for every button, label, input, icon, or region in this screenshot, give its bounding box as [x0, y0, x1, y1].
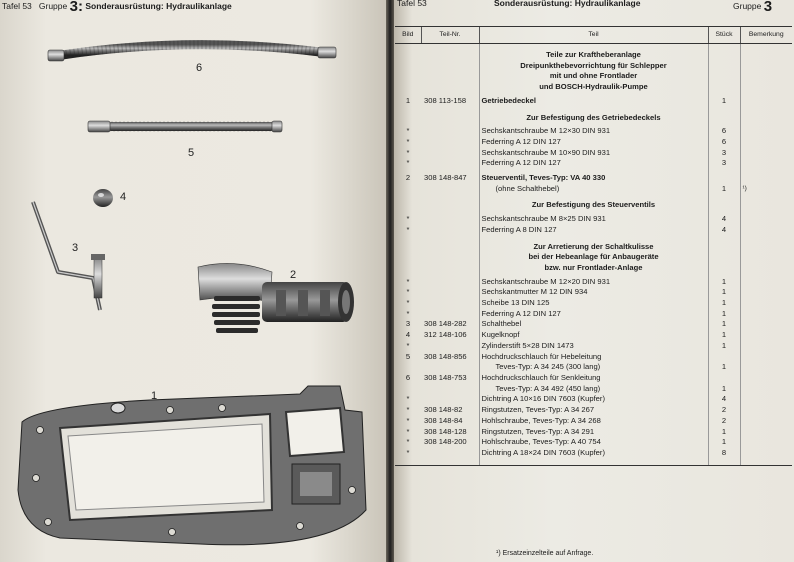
column-header-teil: Teil [479, 27, 708, 44]
cell-stueck [708, 373, 740, 384]
section-heading-text: Zur Befestigung des Getriebedeckels [479, 107, 708, 127]
cell-teil-nr [421, 394, 479, 405]
cell-teil-nr [421, 225, 479, 236]
cell-teil-nr [421, 448, 479, 459]
section-heading-row [395, 236, 792, 253]
part-label-1: 1 [151, 390, 158, 402]
cell-teil-nr [421, 287, 479, 298]
table-row [395, 277, 792, 288]
cell-teil [479, 137, 708, 148]
hose-part-5-illustration [88, 121, 282, 132]
cell-teil-nr [421, 298, 479, 309]
table-row [395, 352, 792, 363]
cell-teil [479, 319, 708, 330]
part-description: Federring A 12 DIN 127 [481, 158, 561, 168]
cell-teil-nr: 308 148-282 [424, 319, 467, 329]
cell-teil [479, 287, 708, 298]
cell-teil [479, 352, 708, 363]
cell-teil [479, 427, 708, 438]
cell-bild: 6 [405, 372, 411, 382]
cell-teil [479, 126, 708, 137]
cell-bild: * [406, 340, 410, 350]
column-header-stueck: Stück [708, 27, 740, 44]
left-page-title: Sonderausrüstung: Hydraulikanlage [85, 1, 232, 11]
section-heading-row [395, 44, 792, 61]
cell-stueck: 1 [708, 287, 740, 298]
right-gruppe-number: 3 [763, 0, 773, 15]
left-gruppe-label: Gruppe [38, 1, 68, 11]
cell-teil [479, 225, 708, 236]
cell-bild: * [406, 447, 410, 457]
parts-table-body [395, 44, 792, 466]
cell-teil-nr: 308 148-82 [424, 405, 463, 415]
column-header-bemerkung: Bemerkung [740, 27, 792, 44]
section-heading-row [395, 107, 792, 127]
cell-stueck: 2 [708, 405, 740, 416]
cell-bild: * [406, 298, 410, 308]
right-tafel-label: Tafel 53 [397, 0, 427, 8]
table-row [395, 448, 792, 459]
section-heading-row [395, 252, 792, 263]
cell-teil [479, 96, 708, 107]
gearbox-cover-part-1-illustration [18, 386, 366, 545]
cell-bild: * [406, 437, 410, 447]
cell-stueck: 4 [708, 394, 740, 405]
cell-bild: 3 [405, 319, 411, 329]
table-row [395, 330, 792, 341]
cell-teil [479, 277, 708, 288]
book-gutter [386, 0, 394, 562]
cell-teil [479, 148, 708, 159]
part-description: Teves-Typ: A 34 245 (300 lang) [495, 362, 601, 372]
section-heading-row [395, 194, 792, 214]
cell-teil [479, 362, 708, 373]
section-heading-text: und BOSCH-Hydraulik-Pumpe [479, 82, 708, 96]
cell-bemerkung [740, 287, 792, 298]
part-description: Scheibe 13 DIN 125 [481, 298, 550, 308]
section-heading-text: bzw. nur Frontlader-Anlage [479, 263, 708, 277]
cell-teil [479, 394, 708, 405]
cell-bild [395, 184, 421, 195]
cell-bemerkung: ¹) [740, 184, 792, 195]
cell-bemerkung [740, 394, 792, 405]
cell-bild: * [406, 426, 410, 436]
cell-bemerkung [740, 277, 792, 288]
cell-teil [479, 158, 708, 169]
cell-teil-nr: 308 148-128 [424, 426, 467, 436]
cell-stueck: 1 [708, 96, 740, 107]
part-description: Sechskantschraube M 12×30 DIN 931 [481, 126, 611, 136]
part-description: Ringstutzen, Teves-Typ: A 34 291 [481, 426, 595, 436]
table-row [395, 319, 792, 330]
section-heading-text: bei der Hebeanlage für Anbaugeräte [479, 252, 708, 263]
cell-bild [395, 384, 421, 395]
cell-teil-nr: 308 113-158 [424, 95, 467, 105]
table-row [395, 173, 792, 184]
cell-bild: * [406, 415, 410, 425]
cell-bild: 1 [405, 95, 411, 105]
cell-bild: 2 [405, 173, 411, 183]
cell-stueck: 3 [708, 148, 740, 159]
cell-teil-nr: 308 148-84 [424, 415, 463, 425]
table-row [395, 137, 792, 148]
table-row [395, 158, 792, 169]
part-description: Hohlschraube, Teves-Typ: A 34 268 [481, 415, 601, 425]
cell-teil [479, 384, 708, 395]
table-row [395, 298, 792, 309]
part-description: Hochdruckschlauch für Senkleitung [481, 372, 601, 382]
control-valve-part-2-illustration [198, 263, 354, 333]
hose-part-6-illustration [48, 45, 336, 61]
section-heading-row [395, 82, 792, 96]
table-row [395, 126, 792, 137]
cell-bemerkung [740, 96, 792, 107]
cell-bemerkung [740, 427, 792, 438]
table-row [395, 225, 792, 236]
cell-bemerkung [740, 173, 792, 184]
cell-teil-nr [421, 137, 479, 148]
cell-teil [479, 341, 708, 352]
cell-stueck: 1 [708, 437, 740, 448]
footnote: ¹) Ersatzeinzelteile auf Anfrage. [496, 550, 594, 557]
parts-illustration [0, 10, 384, 555]
cell-stueck: 8 [708, 448, 740, 459]
cell-stueck: 4 [708, 225, 740, 236]
part-description: Ringstutzen, Teves-Typ: A 34 267 [481, 405, 595, 415]
part-label-2: 2 [290, 269, 297, 281]
part-description: Hochdruckschlauch für Hebeleitung [481, 351, 602, 361]
cell-teil [479, 298, 708, 309]
part-description: Steuerventil, Teves-Typ: VA 40 330 [481, 173, 606, 183]
part-description: Federring A 8 DIN 127 [481, 224, 557, 234]
cell-teil [479, 437, 708, 448]
cell-bemerkung [740, 416, 792, 427]
table-row [395, 96, 792, 107]
cell-bemerkung [740, 373, 792, 384]
table-row [395, 341, 792, 352]
cell-teil [479, 214, 708, 225]
cell-bemerkung [740, 225, 792, 236]
cell-bemerkung [740, 148, 792, 159]
cell-bemerkung [740, 352, 792, 363]
part-description: Federring A 12 DIN 127 [481, 136, 561, 146]
cell-bild: * [406, 276, 410, 286]
cell-bemerkung [740, 437, 792, 448]
section-heading-text: mit und ohne Frontlader [479, 71, 708, 82]
part-description: Schalthebel [481, 319, 522, 329]
cell-stueck: 1 [708, 184, 740, 195]
left-tafel-label: Tafel 53 [2, 1, 32, 11]
table-row [395, 416, 792, 427]
cell-bild: * [406, 394, 410, 404]
cell-stueck [708, 173, 740, 184]
part-description: Sechskantschraube M 8×25 DIN 931 [481, 214, 606, 224]
cell-bemerkung [740, 384, 792, 395]
cell-bemerkung [740, 126, 792, 137]
cell-teil-nr [421, 148, 479, 159]
table-row [395, 362, 792, 373]
cell-bild: * [406, 405, 410, 415]
table-row [395, 384, 792, 395]
cell-bild: * [406, 214, 410, 224]
cell-teil [479, 416, 708, 427]
part-description: Sechskantschraube M 10×90 DIN 931 [481, 147, 611, 157]
cell-stueck: 6 [708, 126, 740, 137]
left-gruppe-number: 3: [69, 0, 83, 15]
cell-teil [479, 309, 708, 320]
cell-bild: * [406, 147, 410, 157]
table-row [395, 287, 792, 298]
cell-bild: * [406, 287, 410, 297]
cell-bild: * [406, 224, 410, 234]
cell-bemerkung [740, 309, 792, 320]
section-heading-row [395, 61, 792, 72]
part-description: Sechskantmutter M 12 DIN 934 [481, 287, 588, 297]
table-row [395, 309, 792, 320]
cell-bild: * [406, 308, 410, 318]
cell-bemerkung [740, 341, 792, 352]
cell-bemerkung [740, 448, 792, 459]
cell-teil-nr [421, 184, 479, 195]
cell-bemerkung [740, 214, 792, 225]
section-heading-text: Zur Arretierung der Schaltkulisse [479, 236, 708, 253]
cell-stueck [708, 352, 740, 363]
cell-stueck: 1 [708, 319, 740, 330]
cell-teil-nr: 308 148-200 [424, 437, 467, 447]
cell-teil-nr [421, 126, 479, 137]
section-heading-row [395, 263, 792, 277]
cell-teil-nr [421, 341, 479, 352]
cell-teil-nr: 308 148-847 [424, 173, 467, 183]
cell-bemerkung [740, 158, 792, 169]
part-description: Kugelknopf [481, 330, 520, 340]
cell-bild: * [406, 158, 410, 168]
cell-stueck: 2 [708, 416, 740, 427]
column-header-teil-nr: Teil-Nr. [421, 27, 479, 44]
cell-bemerkung [740, 330, 792, 341]
cell-bild: * [406, 126, 410, 136]
cell-teil-nr [421, 384, 479, 395]
cell-teil [479, 173, 708, 184]
cell-bild: 4 [405, 330, 411, 340]
cell-teil [479, 184, 708, 195]
cell-stueck: 3 [708, 158, 740, 169]
part-description: Zylinderstift 5×28 DIN 1473 [481, 340, 574, 350]
parts-list-table [395, 26, 792, 466]
cell-stueck: 1 [708, 384, 740, 395]
cell-teil-nr [421, 362, 479, 373]
cell-stueck: 1 [708, 277, 740, 288]
cell-bemerkung [740, 405, 792, 416]
table-row [395, 427, 792, 438]
table-row [395, 214, 792, 225]
table-row [395, 437, 792, 448]
cell-bemerkung [740, 298, 792, 309]
part-description: Federring A 12 DIN 127 [481, 308, 561, 318]
table-header-row [395, 27, 792, 44]
cell-teil-nr: 312 148-106 [424, 330, 467, 340]
section-heading-text: Dreipunkthebevorrichtung für Schlepper [479, 61, 708, 72]
cell-stueck: 1 [708, 330, 740, 341]
table-row [395, 394, 792, 405]
cell-teil [479, 330, 708, 341]
cell-teil-nr: 308 148-856 [424, 351, 467, 361]
right-page-title: Sonderausrüstung: Hydraulikanlage [494, 0, 641, 8]
shift-lever-part-3-illustration [33, 202, 105, 310]
cell-teil [479, 373, 708, 384]
cell-teil-nr [421, 277, 479, 288]
part-description: Dichtring A 18×24 DIN 7603 (Kupfer) [481, 447, 605, 457]
part-label-5: 5 [188, 147, 195, 159]
table-bottom-rule [395, 459, 792, 466]
ball-knob-part-4-illustration [93, 189, 113, 207]
cell-bild: * [406, 136, 410, 146]
cell-teil-nr [421, 214, 479, 225]
cell-stueck: 4 [708, 214, 740, 225]
part-description: Sechskantschraube M 12×20 DIN 931 [481, 276, 611, 286]
section-heading-row [395, 71, 792, 82]
cell-teil-nr [421, 158, 479, 169]
cell-teil-nr [421, 309, 479, 320]
part-label-3: 3 [72, 242, 79, 254]
cell-bemerkung [740, 362, 792, 373]
cell-stueck: 1 [708, 341, 740, 352]
column-header-bild: Bild [395, 27, 421, 44]
cell-stueck: 1 [708, 362, 740, 373]
part-label-6: 6 [196, 62, 203, 74]
cell-bemerkung [740, 319, 792, 330]
part-description: (ohne Schalthebel) [495, 183, 560, 193]
cell-stueck: 1 [708, 427, 740, 438]
right-gruppe-label: Gruppe [733, 1, 762, 11]
table-row [395, 405, 792, 416]
cell-bild [395, 362, 421, 373]
cell-stueck: 6 [708, 137, 740, 148]
cell-teil [479, 405, 708, 416]
cell-stueck: 1 [708, 309, 740, 320]
table-row [395, 184, 792, 195]
right-page-header-group [733, 0, 772, 15]
part-label-4: 4 [120, 191, 127, 203]
cell-bemerkung [740, 137, 792, 148]
cell-teil [479, 448, 708, 459]
cell-stueck: 1 [708, 298, 740, 309]
cell-teil-nr: 308 148-753 [424, 372, 467, 382]
part-description: Dichtring A 10×16 DIN 7603 (Kupfer) [481, 394, 605, 404]
table-row [395, 148, 792, 159]
section-heading-text: Zur Befestigung des Steuerventils [479, 194, 708, 214]
part-description: Teves-Typ: A 34 492 (450 lang) [495, 383, 601, 393]
table-row [395, 373, 792, 384]
part-description: Getriebedeckel [481, 95, 536, 105]
part-description: Hohlschraube, Teves-Typ: A 40 754 [481, 437, 601, 447]
cell-bild: 5 [405, 351, 411, 361]
section-heading-text: Teile zur Kraftheberanlage [479, 44, 708, 61]
